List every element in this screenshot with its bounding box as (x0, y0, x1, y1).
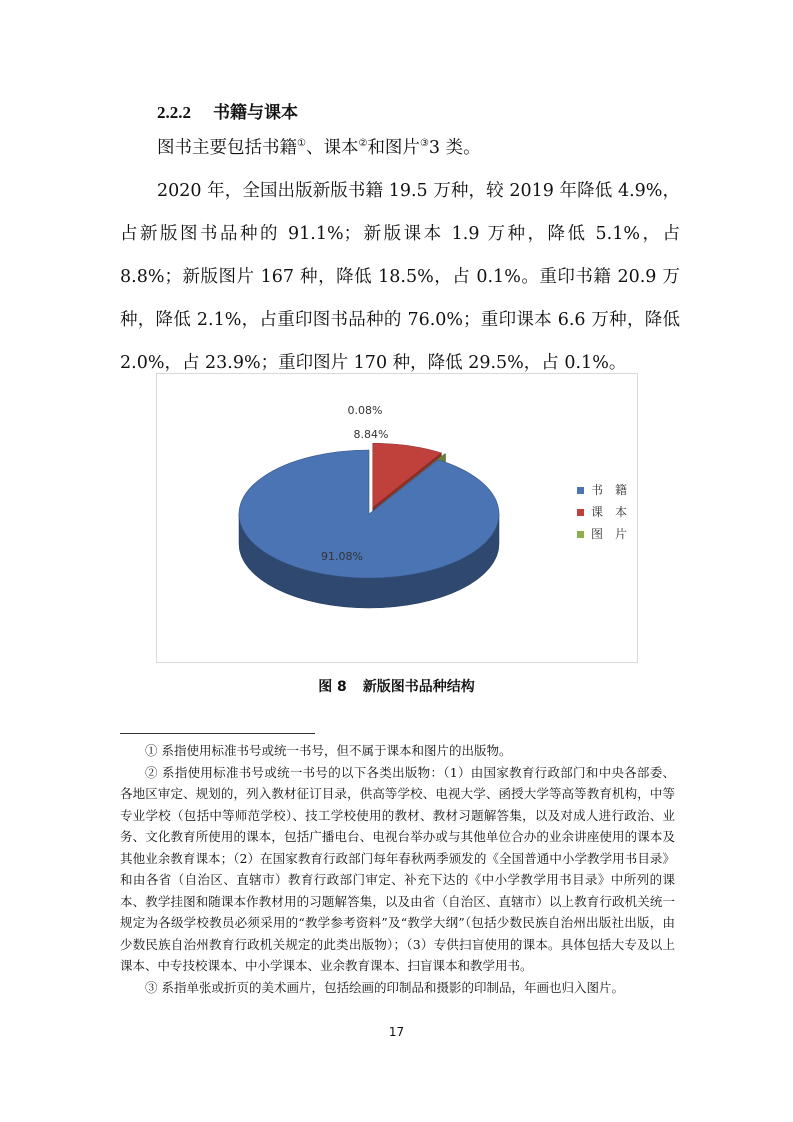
footnote-1: ① 系指使用标准书号或统一书号，但不属于课本和图片的出版物。 (145, 743, 512, 758)
figure-title: 新版图书品种结构 (362, 679, 475, 695)
data-label-1: 8.84% (353, 428, 389, 441)
figure-caption (0, 676, 793, 696)
legend-swatch-2 (577, 531, 584, 538)
section-title: 书籍与课本 (213, 103, 298, 123)
intro-text-3: 和图片 (367, 138, 420, 158)
body-paragraph: 2020 年，全国出版新版书籍 19.5 万种，较 2019 年降低 4.9%，占新版图书品种的 91.1%；新版课本 1.9 万种，降低 5.1%，占 8.8%；新版图片 167 种，降低 18.5%，占 0.1%。重印书籍 20.9 万种，降低 2.1%，占重印图书品种的 76.0%；重印课本 6.6 万种，降低 2.0%，占 23.9%；重印图片 170 种，降低 29.5%，占 0.1%。 (120, 181, 680, 373)
pie-chart-frame (156, 373, 638, 663)
data-label-2: 0.08% (347, 404, 383, 417)
section-heading (157, 98, 298, 123)
pie-chart (157, 374, 637, 662)
footnote-2: ② 系指使用标准书号或统一书号的以下各类出版物：（1）由国家教育行政部门和中央各部委、各地区审定、规划的，列入教材征订目录，供高等学校、电视大学、函授大学等高等教育机构，中等专业学校（包括中等师范学校）、技工学校使用的教材、教材习题解答集，以及对成人进行政治、业务、文化教育所使用的课本，包括广播电台、电视台举办或与其他单位合办的业余讲座使用的课本及其他业余教育课本；（2）在国家教育行政部门每年春秋两季颁发的《全国普通中小学教学用书目录》和由各省（自治区、直辖市）教育行政部门审定、补充下达的《中小学教学用书目录》中所列的课本、教学挂图和随课本作教材用的习题解答集，以及由省（自治区、直辖市）以上教育行政机关统一规定为各级学校教员必须采用的“教学参考资料”及“教学大纲”（包括少数民族自治州出版社出版，由少数民族自治州教育行政机关规定的此类出版物）；（3）专供扫盲使用的课本。具体包括大专及以上课本、中专技校课本、中小学课本、业余教育课本、扫盲课本和教学用书。 (120, 764, 675, 973)
legend-label-1: 课 本 (591, 505, 628, 519)
intro-text-4: 3 类。 (428, 138, 481, 158)
footnote-ref-2[interactable]: ② (358, 138, 368, 150)
legend-label-2: 图 片 (591, 527, 628, 541)
pie-slice-0 (239, 450, 499, 578)
legend-swatch-1 (577, 509, 584, 516)
figure-label: 图 8 (318, 679, 347, 695)
page-number: 17 (388, 1025, 405, 1039)
footnote-divider (120, 733, 315, 734)
legend-swatch-0 (577, 487, 584, 494)
footnote-ref-3[interactable]: ③ (419, 138, 429, 150)
footnotes (120, 740, 675, 998)
section-number: 2.2.2 (157, 103, 191, 122)
intro-text-2: 、课本 (305, 138, 359, 158)
data-label-0: 91.08% (321, 550, 363, 563)
intro-text-1: 图书主要包括书籍 (157, 138, 297, 158)
footnote-ref-1[interactable]: ① (297, 138, 306, 150)
intro-paragraph (157, 127, 717, 170)
footnote-3: ③ 系指单张或折页的美术画片，包括绘画的印制品和摄影的印制品，年画也归入图片。 (145, 979, 624, 995)
legend-label-0: 书 籍 (591, 483, 628, 497)
